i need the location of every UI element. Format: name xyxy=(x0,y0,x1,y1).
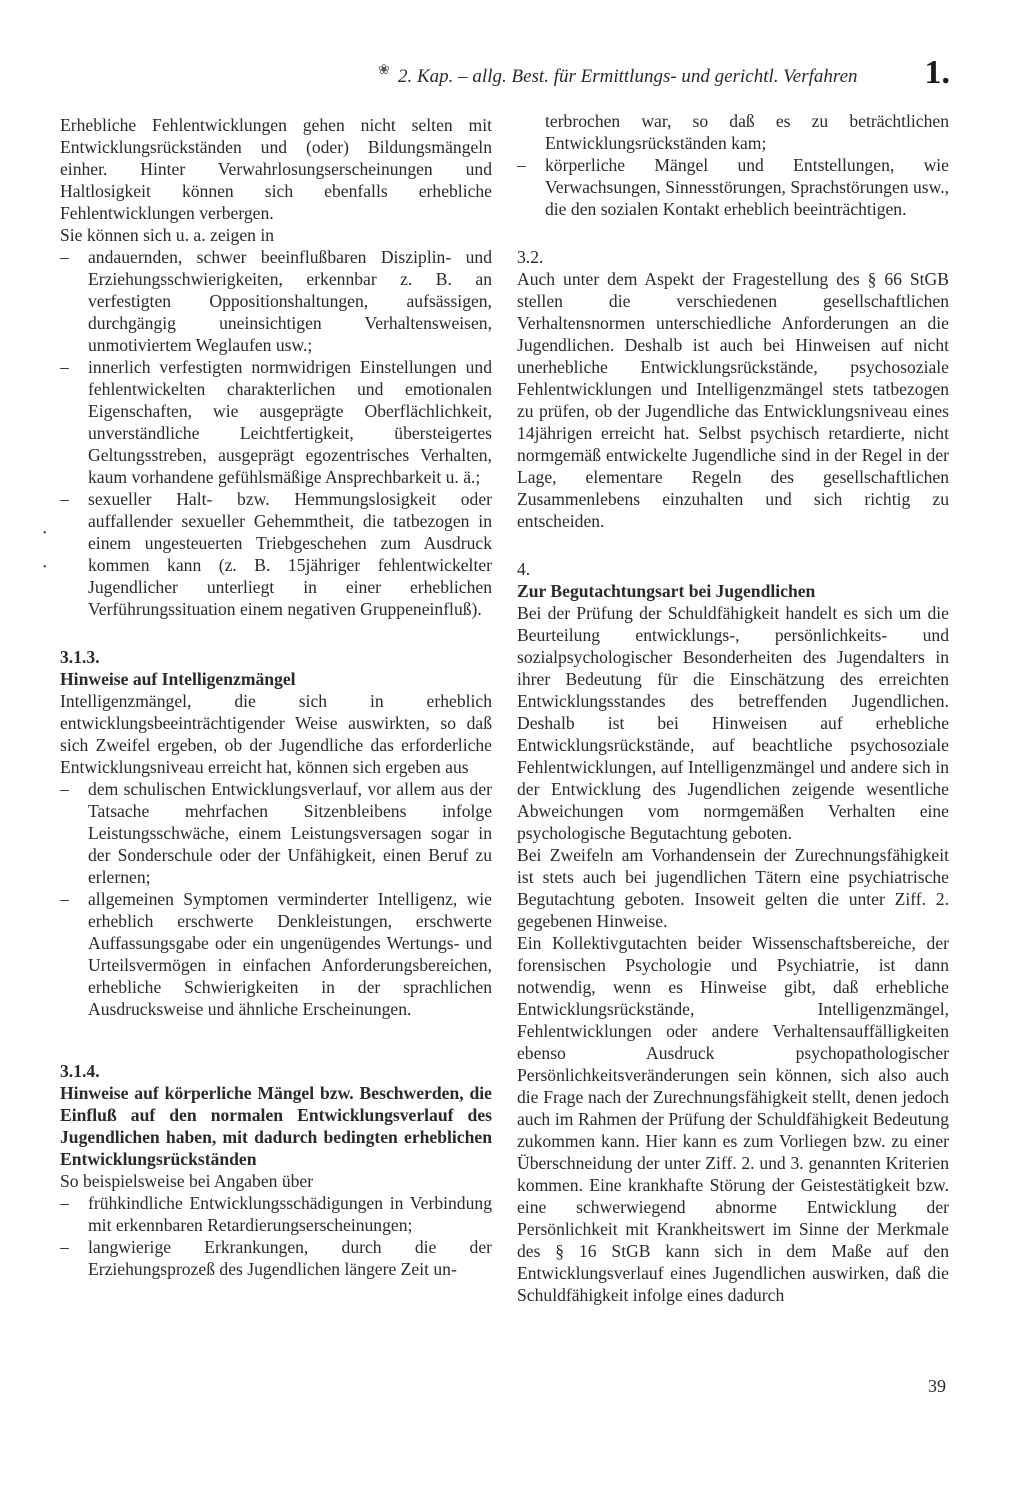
chapter-number: 1. xyxy=(924,54,950,91)
section-title: Hinweise auf Intelligenzmängel xyxy=(60,669,296,689)
paragraph: terbrochen war, so daß es zu beträchtlichen Entwicklungsrückständen kam; xyxy=(545,111,949,153)
section-title: Zur Begutachtungsart bei Jugendlichen xyxy=(517,581,816,601)
left-column xyxy=(60,114,492,1280)
list-item: – sexueller Halt- bzw. Hemmungslosigkeit oder auffallender sexueller Gehemmtheit, die tatbezogen in einem ungesteuerten Triebgeschehen zum Ausdruck kommen kann (z. B. 15jähriger fehlentwickelter Jugendlicher unterliegt in einer erheblichen Verführungssituation einem negativen Gruppeneinfluß). xyxy=(60,488,492,620)
running-header xyxy=(370,54,960,100)
ornament-icon: ❀ xyxy=(378,63,390,78)
bullet-list xyxy=(60,1192,492,1280)
scan-speck: • xyxy=(43,562,47,573)
list-item: – innerlich verfestigten normwidrigen Einstellungen und fehlentwickelten charakterlichen und emotionalen Eigenschaften, wie ausgeprägte Oberflächlichkeit, unverständliche Leichtfertigkeit, übersteigertes Geltungsstreben, ausgeprägt egozentrisches Verhalten, kaum vorhandene gefühlsmäßige Ansprechbarkeit u. ä.; xyxy=(60,356,492,488)
section-number: 3.2. xyxy=(517,247,544,267)
bullet-list xyxy=(517,154,949,220)
paragraph: Sie können sich u. a. zeigen in xyxy=(60,225,275,245)
scan-speck: • xyxy=(43,528,47,539)
section-number: 3.1.4. xyxy=(60,1061,100,1081)
section-number: 4. xyxy=(517,559,531,579)
paragraph: Intelligenzmängel, die sich in erheblich entwicklungsbeeinträchtigender Weise auswirkten, so daß sich Zweifel ergeben, ob der Jugendliche das erforderliche Entwicklungsniveau erreicht hat, können sich ergeben aus xyxy=(60,691,492,777)
bullet-list xyxy=(60,778,492,1020)
paragraph: Erhebliche Fehlentwicklungen gehen nicht selten mit Entwicklungsrückständen und (oder) Bildungsmängeln einher. Hinter Verwahrlosungserscheinungen und Haltlosigkeit können sich ebenfalls erhebliche Fehlentwicklungen verbergen. xyxy=(60,115,492,223)
right-column xyxy=(517,110,949,1306)
list-item: – frühkindliche Entwicklungsschädigungen in Verbindung mit erkennbaren Retardierungserscheinungen; xyxy=(60,1192,492,1236)
list-item: – allgemeinen Symptomen verminderter Intelligenz, wie erheblich erschwerte Denkleistungen, erschwerte Auffassungsgabe oder ein ungenügendes Wertungs- und Urteilsvermögen in einfachen Anforderungsbereichen, erhebliche Schwierigkeiten in der sprachlichen Ausdrucksweise und ähnliche Erscheinungen. xyxy=(60,888,492,1020)
bullet-list xyxy=(60,246,492,620)
section-title: Hinweise auf körperliche Mängel bzw. Beschwerden, die Einfluß auf den normalen Entwicklungsverlauf des Jugendlichen haben, mit dadurch bedingten erheblichen Entwicklungsrückständen xyxy=(60,1083,492,1169)
list-item: – körperliche Mängel und Entstellungen, wie Verwachsungen, Sinnesstörungen, Sprachstörungen usw., die den sozialen Kontakt erheblich beeinträchtigen. xyxy=(517,154,949,220)
page-number: 39 xyxy=(928,1376,946,1396)
paragraph: Auch unter dem Aspekt der Fragestellung des § 66 StGB stellen die verschiedenen gesellschaftlichen Verhaltensnormen unterschiedliche Anforderungen an die Jugendlichen. Deshalb ist auch bei Hinweisen auf nicht unerhebliche Entwicklungsrückstände, psychosoziale Fehlentwicklungen und Intelligenzmängel stets tatbezogen zu prüfen, ob der Jugendliche das Entwicklungsniveau eines 14jährigen erreicht hat. Selbst psychisch retardierte, nicht normgemäß entwickelte Jugendliche sind in der Regel in der Lage, elementare Regeln des gesellschaftlichen Zusammenlebens einzuhalten und sich richtig zu entscheiden. xyxy=(517,269,949,531)
header-title: 2. Kap. – allg. Best. für Ermittlungs- und gerichtl. Verfahren xyxy=(398,66,858,87)
paragraph: Ein Kollektivgutachten beider Wissenschaftsbereiche, der forensischen Psychologie und Psychiatrie, ist dann notwendig, wenn es Hinweise gibt, daß erhebliche Entwicklungsrückstände, Intelligenzmängel, Fehlentwicklungen oder andere Verhaltensauffälligkeiten ebenso Ausdruck psychopathologischer Persönlichkeitsveränderungen sein können, sich also auch die Frage nach der Zurechnungsfähigkeit stellt, denen jedoch auch im Rahmen der Prüfung der Schuldfähigkeit Bedeutung zukommen kann. Hier kann es zum Vorliegen bzw. zu einer Überschneidung der unter Ziff. 2. und 3. genannten Kriterien kommen. Eine krankhafte Störung der Geistestätigkeit bzw. eine schwerwiegend abnorme Entwicklung der Persönlichkeit mit Krankheitswert im Sinne der Merkmale des § 16 StGB kann sich in dem Maße auf den Entwicklungsverlauf eines Jugendlichen auswirken, daß die Schuldfähigkeit infolge eines dadurch xyxy=(517,933,949,1305)
paragraph: So beispielsweise bei Angaben über xyxy=(60,1171,314,1191)
paragraph: Bei der Prüfung der Schuldfähigkeit handelt es sich um die Beurteilung entwicklungs-, persönlichkeits- und sozialpsychologischer Besonderheiten des Jugendalters in ihrer Bedeutung für die Einschätzung des erreichten Entwicklungsstandes des betreffenden Jugendlichen. Deshalb ist bei Hinweisen auf erhebliche Entwicklungsrückstände, auf beachtliche psychosoziale Fehlentwicklungen, auf Intelligenzmängel und andere sich in der Entwicklung des Jugendlichen zeigende wesentliche Abweichungen vom normgemäßen Verhalten eine psychologische Begutachtung geboten. xyxy=(517,603,949,843)
list-item: – dem schulischen Entwicklungsverlauf, vor allem aus der Tatsache mehrfachen Sitzenbleibens infolge Leistungsschwäche, einem Leistungsversagen sogar in der Sonderschule oder der Unfähigkeit, einen Beruf zu erlernen; xyxy=(60,778,492,888)
list-item: – andauernden, schwer beeinflußbaren Disziplin- und Erziehungsschwierigkeiten, erkennbar z. B. an verfestigten Oppositionshaltungen, aufsässigen, durchgängig uneinsichtigen Verhaltensweisen, unmotiviertem Weglaufen usw.; xyxy=(60,246,492,356)
list-item: – langwierige Erkrankungen, durch die der Erziehungsprozeß des Jugendlichen längere Zeit un- xyxy=(60,1236,492,1280)
section-number: 3.1.3. xyxy=(60,647,100,667)
paragraph: Bei Zweifeln am Vorhandensein der Zurechnungsfähigkeit ist stets auch bei jugendlichen Tätern eine psychiatrische Begutachtung geboten. Insoweit gelten die unter Ziff. 2. gegebenen Hinweise. xyxy=(517,845,949,931)
